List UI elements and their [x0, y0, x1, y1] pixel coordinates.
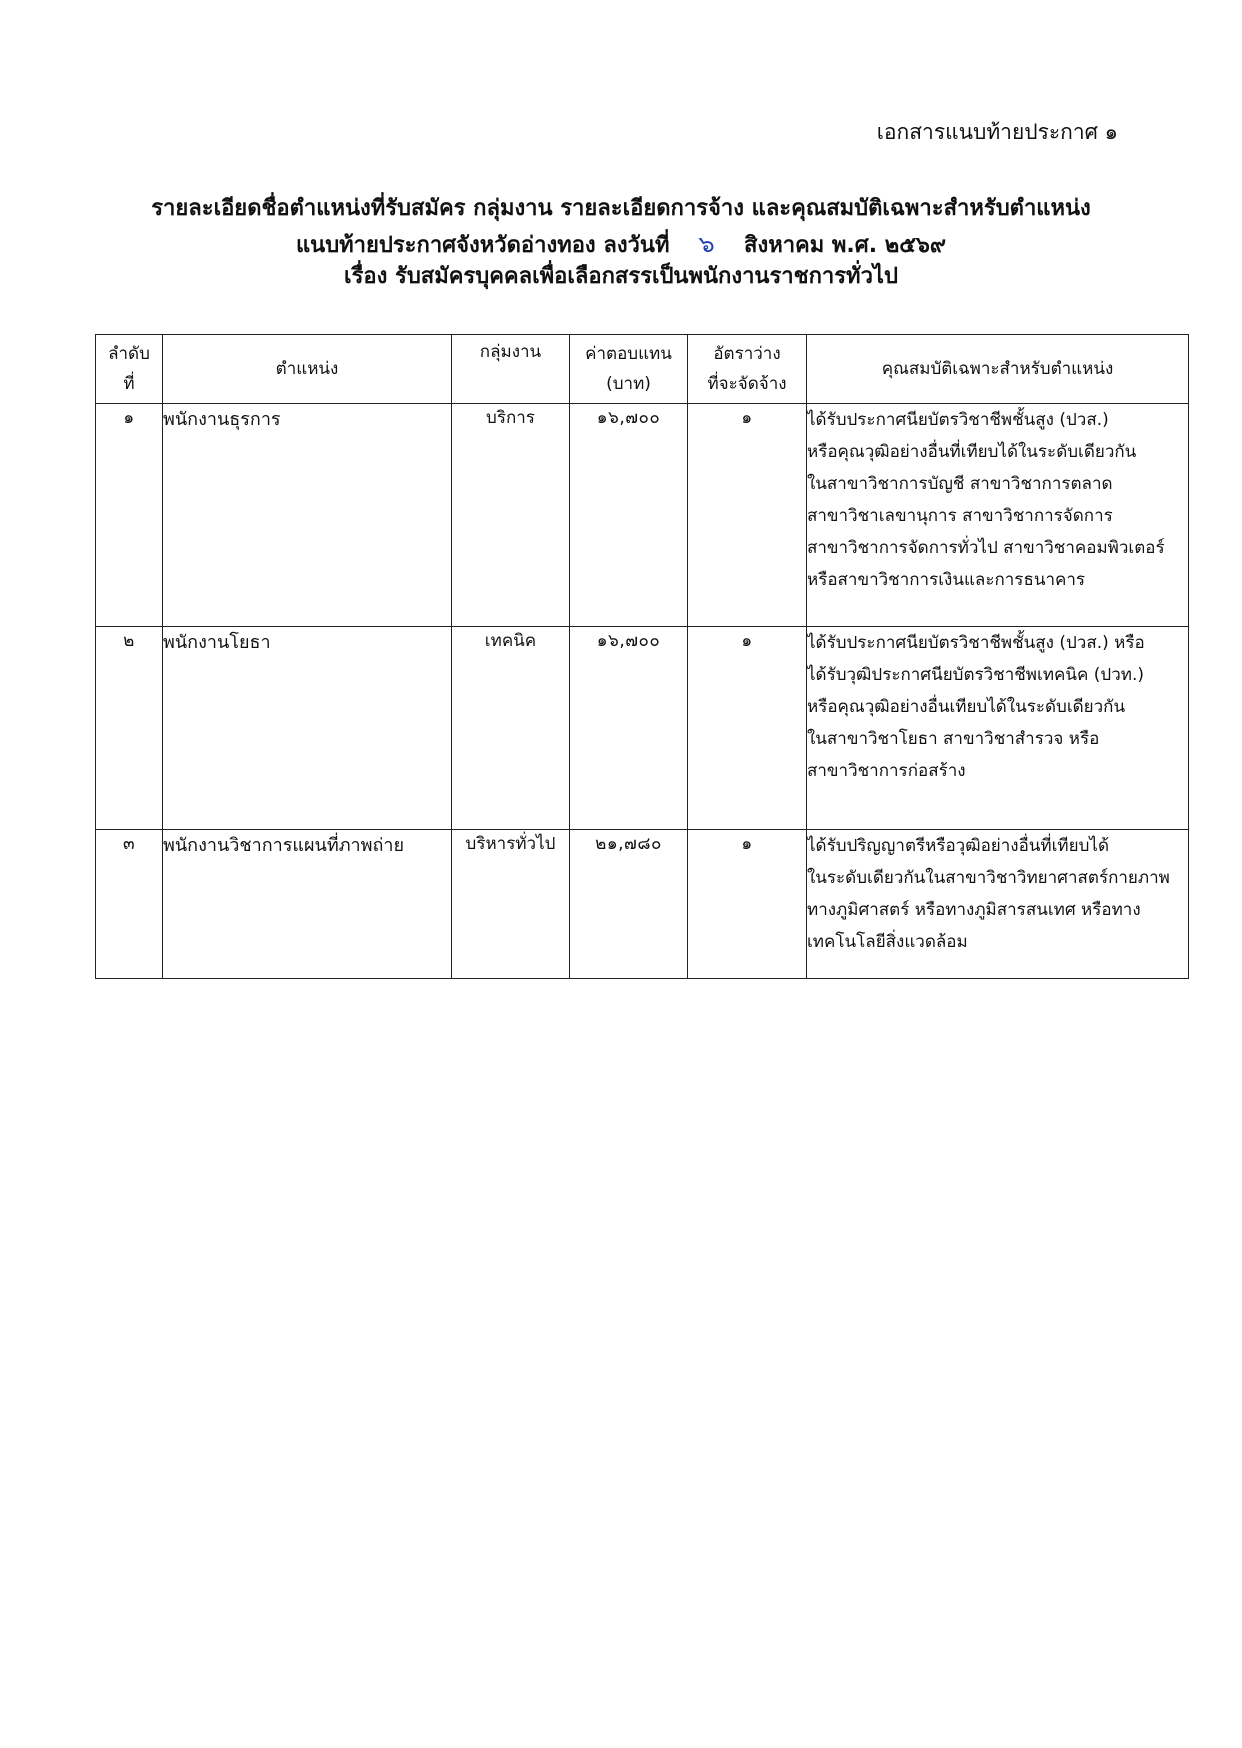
- work-group: เทคนิค: [452, 627, 570, 830]
- header-vacancy-line-2: ที่จะจัดจ้าง: [707, 374, 787, 394]
- qualification-line: ในระดับเดียวกันในสาขาวิชาวิทยาศาสตร์กายภาพ: [807, 868, 1170, 888]
- qualification-line: ได้รับประกาศนียบัตรวิชาชีพชั้นสูง (ปวส.) หรือ: [807, 633, 1145, 653]
- table-header-row: [96, 335, 1189, 404]
- vacancy-count: ๑: [688, 404, 807, 627]
- header-no: [96, 335, 163, 404]
- compensation: ๑๖,๗๐๐: [570, 404, 688, 627]
- header-no-line-1: ลำดับ: [108, 344, 150, 364]
- vacancy-count: ๑: [688, 627, 807, 830]
- table-row: [96, 830, 1189, 979]
- position-name: พนักงานโยธา: [163, 627, 452, 830]
- header-vacancy: [688, 335, 807, 404]
- position-name: พนักงานธุรการ: [163, 404, 452, 627]
- position-name: พนักงานวิชาการแผนที่ภาพถ่าย: [163, 830, 452, 979]
- heading-line-3: เรื่อง รับสมัครบุคคลเพื่อเลือกสรรเป็นพนักงานราชการทั่วไป: [344, 264, 898, 289]
- qualification-line: สาขาวิชาการจัดการทั่วไป สาขาวิชาคอมพิวเตอร์: [807, 538, 1165, 558]
- header-vacancy-line-1: อัตราว่าง: [713, 344, 781, 364]
- qualification-line: สาขาวิชาการก่อสร้าง: [807, 761, 966, 781]
- attachment-label: เอกสารแนบท้ายประกาศ ๑: [876, 120, 1118, 144]
- work-group: บริการ: [452, 404, 570, 627]
- compensation: ๑๖,๗๐๐: [570, 627, 688, 830]
- qualification: [807, 627, 1189, 830]
- heading-line-2-suffix: สิงหาคม พ.ศ. ๒๕๖๙: [744, 233, 947, 258]
- header-pay-line-2: (บาท): [606, 374, 651, 394]
- row-number: ๓: [96, 830, 163, 979]
- header-no-line-2: ที่: [123, 374, 135, 394]
- header-position: ตำแหน่ง: [163, 335, 452, 404]
- qualification-line: หรือคุณวุฒิอย่างอื่นที่เทียบได้ในระดับเดียวกัน: [807, 442, 1137, 462]
- positions-table: [95, 334, 1189, 979]
- header-group: กลุ่มงาน: [452, 335, 570, 404]
- row-number: ๑: [96, 404, 163, 627]
- handwritten-day: ๖: [697, 229, 717, 259]
- qualification-line: ในสาขาวิชาโยธา สาขาวิชาสำรวจ หรือ: [807, 729, 1100, 749]
- header-pay: [570, 335, 688, 404]
- qualification-line: หรือคุณวุฒิอย่างอื่นเทียบได้ในระดับเดียวกัน: [807, 697, 1126, 717]
- row-number: ๒: [96, 627, 163, 830]
- compensation: ๒๑,๗๘๐: [570, 830, 688, 979]
- qualification-line: เทคโนโลยีสิ่งแวดล้อม: [807, 932, 968, 952]
- qualification: [807, 404, 1189, 627]
- qualification: [807, 830, 1189, 979]
- qualification-line: ได้รับวุฒิประกาศนียบัตรวิชาชีพเทคนิค (ปวท.): [807, 665, 1145, 685]
- qualification-line: ได้รับปริญญาตรีหรือวุฒิอย่างอื่นที่เทียบได้: [807, 836, 1109, 856]
- table-row: [96, 404, 1189, 627]
- header-qualification: คุณสมบัติเฉพาะสำหรับตำแหน่ง: [807, 335, 1189, 404]
- vacancy-count: ๑: [688, 830, 807, 979]
- heading-line-2-prefix: แนบท้ายประกาศจังหวัดอ่างทอง ลงวันที่: [295, 233, 670, 258]
- table-row: [96, 627, 1189, 830]
- qualification-line: ได้รับประกาศนียบัตรวิชาชีพชั้นสูง (ปวส.): [807, 410, 1109, 430]
- qualification-line: ในสาขาวิชาการบัญชี สาขาวิชาการตลาด: [807, 474, 1113, 494]
- header-pay-line-1: ค่าตอบแทน: [585, 344, 672, 364]
- qualification-line: หรือสาขาวิชาการเงินและการธนาคาร: [807, 570, 1086, 590]
- qualification-line: สาขาวิชาเลขานุการ สาขาวิชาการจัดการ: [807, 506, 1113, 526]
- work-group: บริหารทั่วไป: [452, 830, 570, 979]
- qualification-line: ทางภูมิศาสตร์ หรือทางภูมิสารสนเทศ หรือทาง: [807, 900, 1141, 920]
- heading-line-1: รายละเอียดชื่อตำแหน่งที่รับสมัคร กลุ่มงาน รายละเอียดการจ้าง และคุณสมบัติเฉพาะสำหรับตำแหน่ง: [151, 196, 1091, 221]
